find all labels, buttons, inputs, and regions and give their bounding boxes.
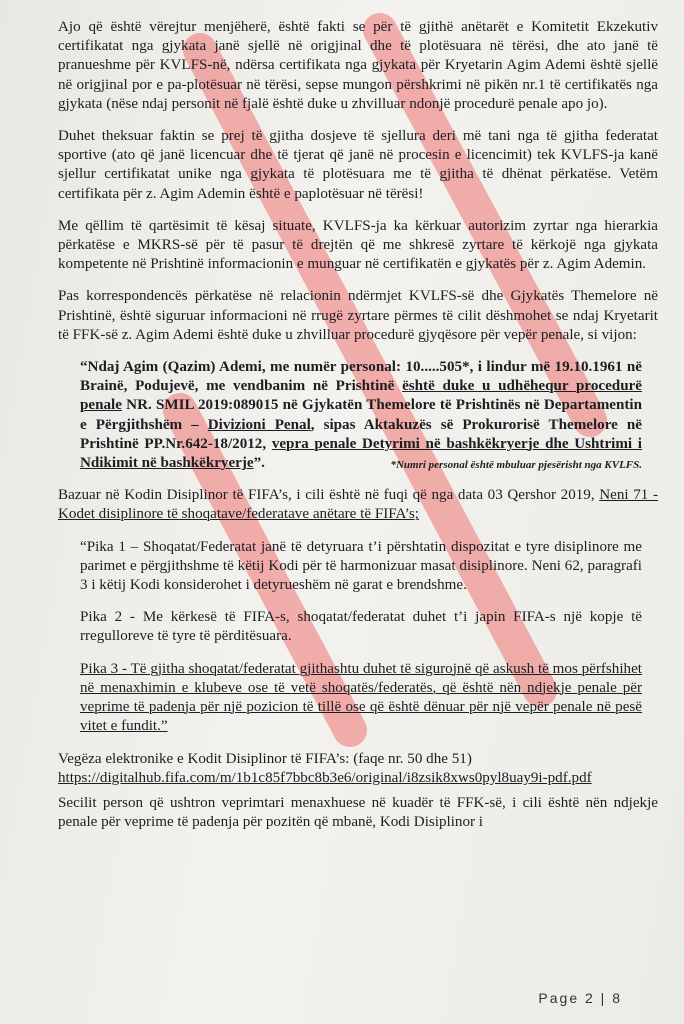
- fifa-code-link[interactable]: https://digitalhub.fifa.com/m/1b1c85f7bbc8b3e6/original/i8zsik8xws0pyl8uay9i-pdf.pdf: [58, 769, 592, 786]
- paragraph-2: Duhet theksuar faktin se prej të gjitha dosjeve të sjellura deri më tani nga të gjitha federatat sportive (ato që janë licencuar dhe të tjerat që janë në procesin e licencimit) tek KVLFS-ja kanë sjellur certifikatat unike nga gjykata të plotësuara me të gjitha të dhënat përkatëse. Vetëm certifikata për z. Agim Ademin është e paplotësuar në tërësi!: [58, 128, 658, 202]
- paragraph-6: Secilit person që ushtron veprimtari menaxhuese në kuadër të FFK-së, i cili është nën ndjekje penale për veprime të padenja për pozitën që mbanë, Kodi Disiplinor i: [58, 794, 658, 831]
- paragraph-1: Ajo që është vërejtur menjëherë, është fakti se për të gjithë anëtarët e Komitetit Ekzekutiv certifikatat nga gjykata janë sjellë në origjinal dhe të plotësuara në tërësi, dhe ato janë të pranueshme për KVLFS-në, ndërsa certifikata nga gjykata për Kryetarin Agim Ademi është sjellë në origjinal por e pa-plotësuar në tërësi, sepse mungon përshkrimi në pikën nr.1 të certifikatës nga gjykata (nëse ndaj personit në fjalë është duke u zhvilluar ndonjë procedurë penale apo jo).: [58, 19, 658, 112]
- pika-1: “Pika 1 – Shoqatat/Federatat janë të detyruara t’i përshtatin dispozitat e tyre disiplinore me parimet e përgjithshme të këtij Kodi për të harmonizuar masat disiplinore. Neni 62, paragrafi 3 i këtij Kodi konsiderohet i detyrueshëm në garat e brendshme.: [80, 538, 642, 594]
- link-paragraph: [58, 750, 658, 788]
- paragraph-4: Pas korrespondencës përkatëse në relacionin ndërmjet KVLFS-së dhe Gjykatës Themelore në Prishtinë, është siguruar informacioni në rrugë zyrtare përmes të cilit dëshmohet se ndaj Kryetarit të FFK-së z. Agim Ademi është duke u zhvilluar procedurë gjyqësore për vepër penale, si vijon:: [58, 288, 658, 343]
- personal-number-note: *Numri personal është mbuluar pjesërisht nga KVLFS.: [390, 459, 642, 472]
- pika-3: Pika 3 - Të gjitha shoqatat/federatat gjithashtu duhet të sigurojnë që askush të mos përfshihet në menaxhimin e klubeve ose të vetë shoqatës/federatës, që është nën ndjekje penale për veprime të padenja për një pozicion të tillë ose që është dënuar për një vepër penale në pesë vitet e fundit.”: [80, 660, 642, 735]
- article-71-title: Neni 71 - Kodet disiplinore të shoqatave/federatave anëtare të FIFA’s;: [58, 487, 658, 523]
- pika-2: Pika 2 - Me kërkesë të FIFA-s, shoqatat/federatat duhet t’i japin FIFA-s një kopje të rregulloreve të tyre të përditësuara.: [80, 609, 642, 645]
- document-body: [58, 18, 658, 832]
- page-number: Page 2 | 8: [538, 990, 622, 1006]
- paragraph-5: Bazuar në Kodin Disiplinor të FIFA’s, i cili është në fuqi që nga data 03 Qershor 2019, Neni 71 - Kodet disiplinore të shoqatave/federatave anëtare të FIFA’s;: [58, 487, 658, 523]
- paragraph-3: Me qëllim të qartësimit të kësaj situate, KVLFS-ja ka kërkuar autorizim zyrtar nga hierarkia përkatëse e MKRS-së për të pasur të drejtën që me shkresë zyrtare të kërkojë nga gjykata kompetente në Prishtinë informacionin e munguar në certifikatën e gjykatës për z. Agim Ademin.: [58, 217, 658, 273]
- link-label: Vegëza elektronike e Kodit Disiplinor të FIFA’s: (faqe nr. 50 dhe 51): [58, 750, 472, 767]
- court-quote: “Ndaj Agim (Qazim) Ademi, me numër personal: 10.....505*, i lindur më 19.10.1961 në Brainë, Podujevë, me vendbanim në Prishtinë është duke u udhëhequr procedurë penale NR. SMIL 2019:089015 në Gjykatën Themelore të Prishtinës në Departamentin e Përgjithshëm – Divizioni Penal, sipas Aktakuzës së Prokurorisë Themelore në Prishtinë PP.Nr.642-18/2012, vepra penale Detyrimi në bashkëkryerje dhe Ushtrimi i Ndikimit në bashkëkryerje”. *Numri personal është mbuluar pjesërisht nga KVLFS.: [80, 358, 642, 473]
